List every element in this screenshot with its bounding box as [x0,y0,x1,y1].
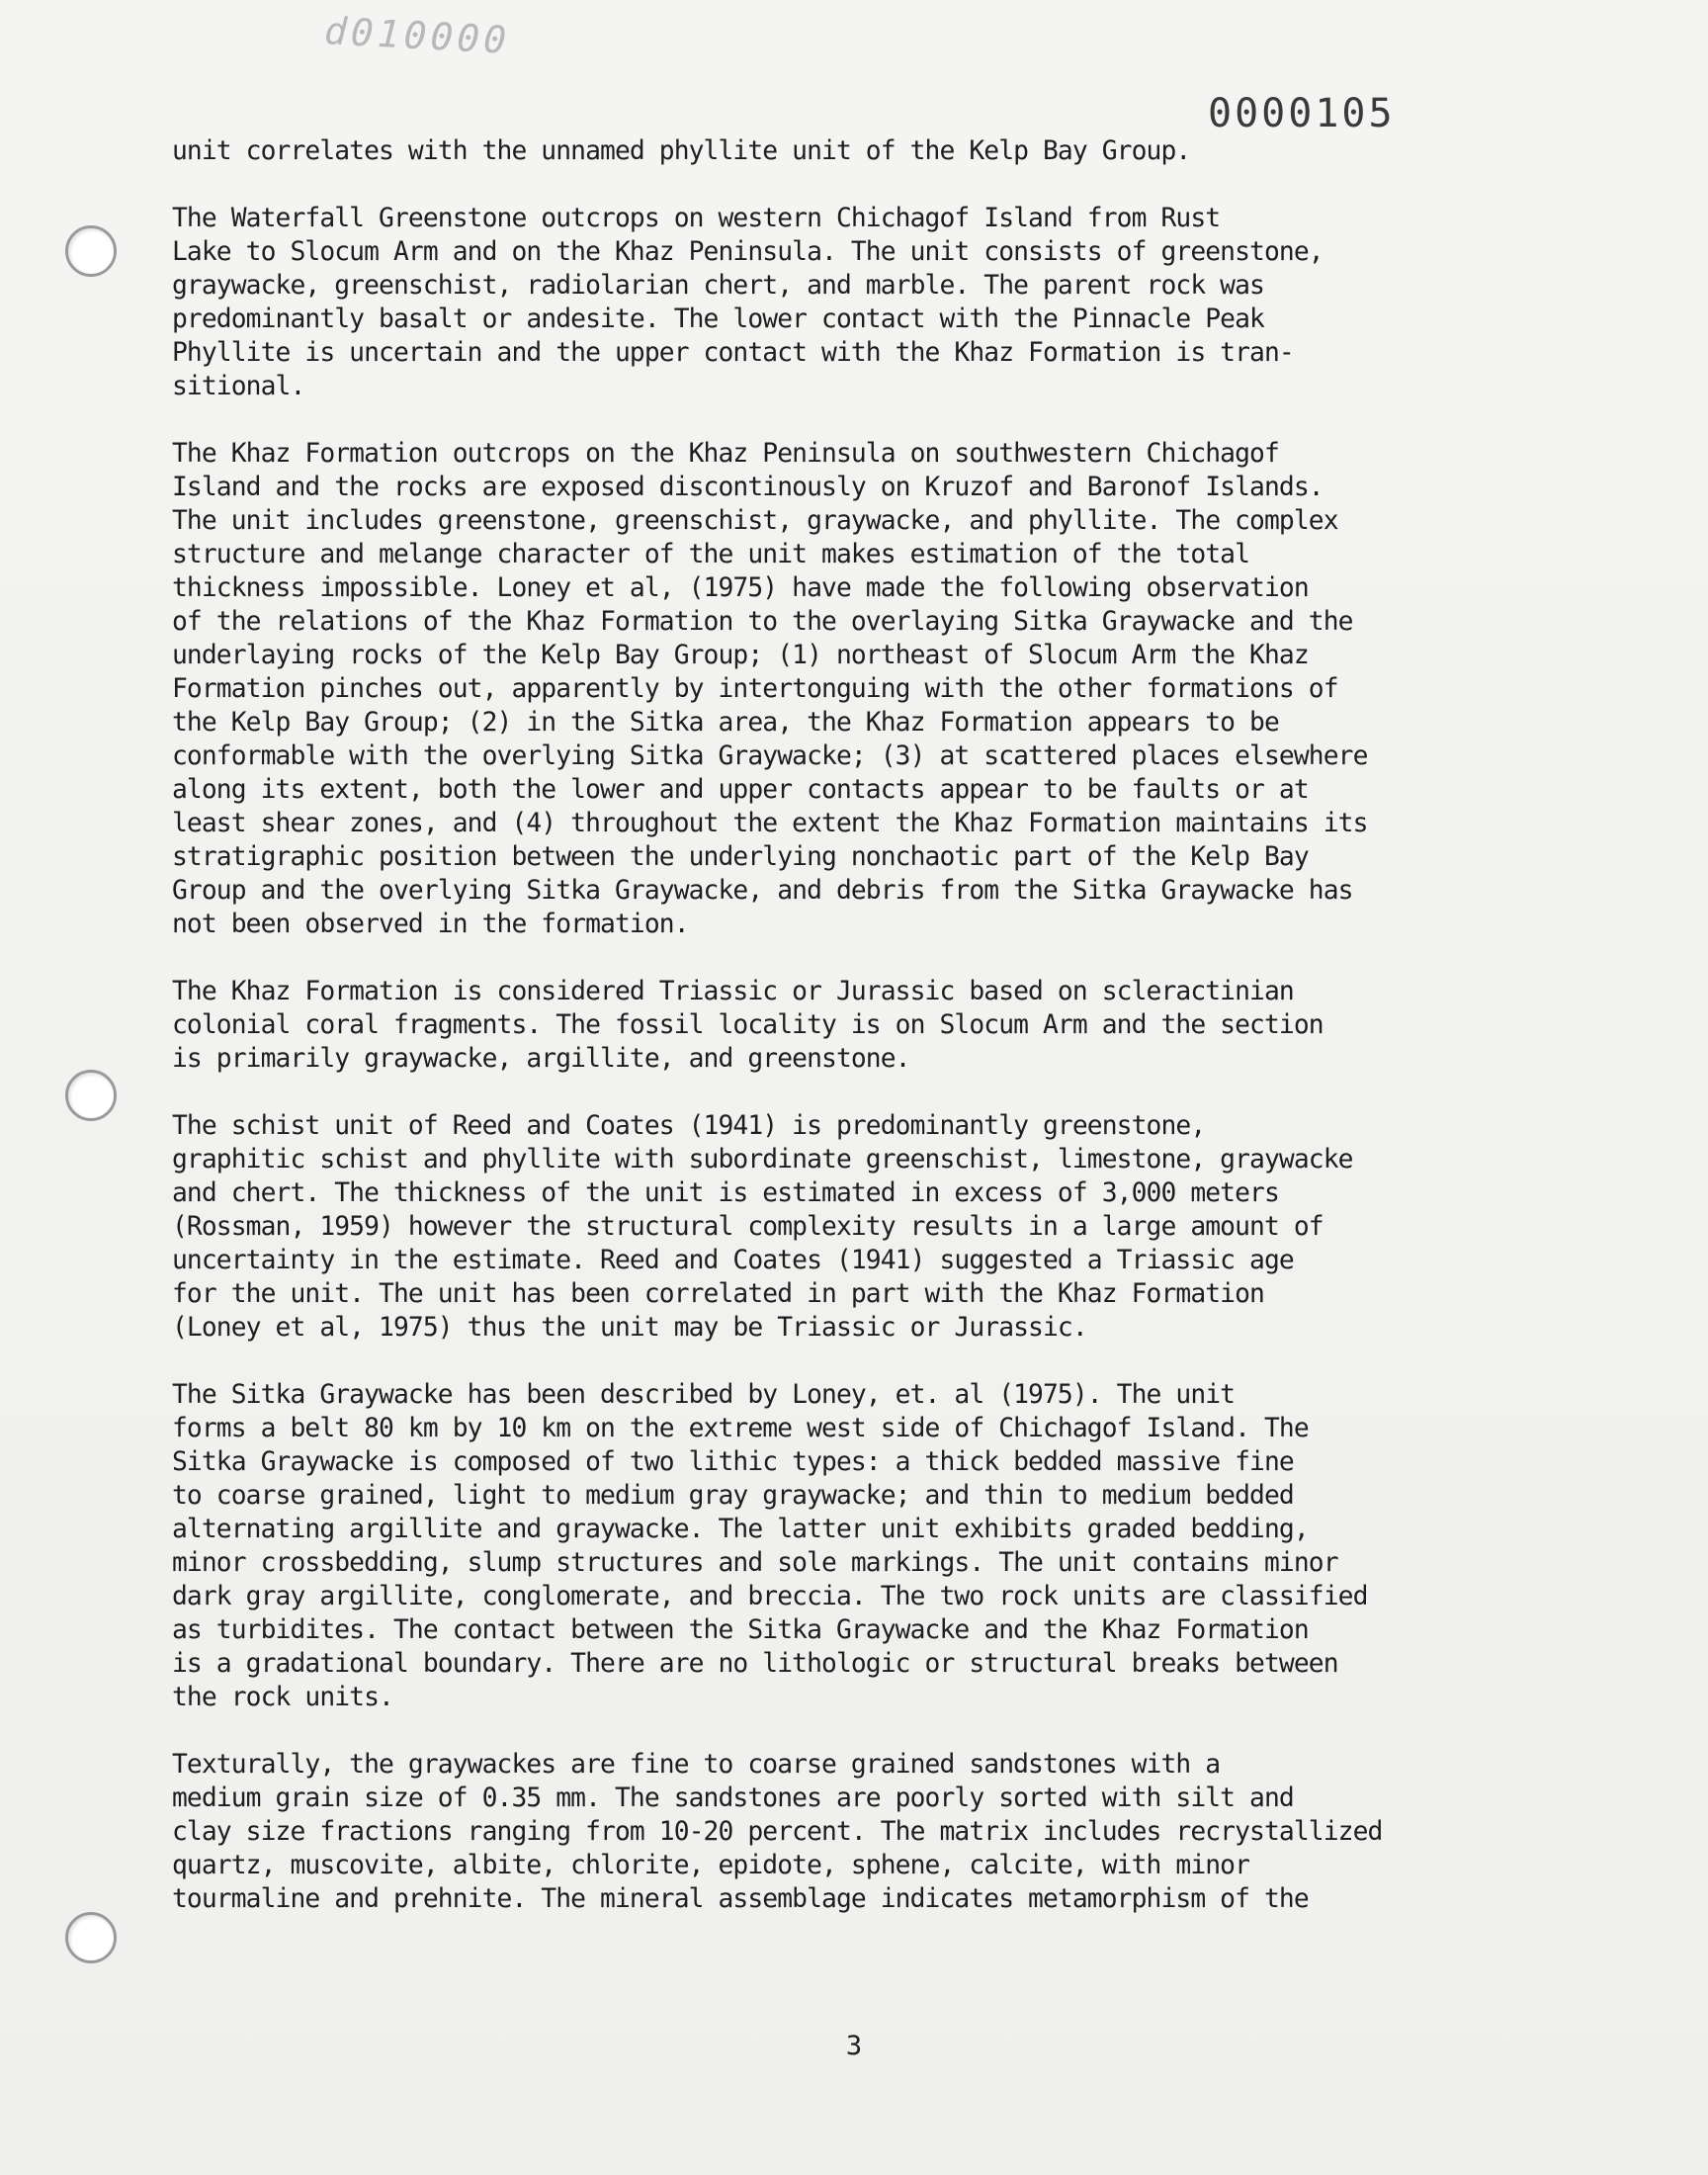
punch-hole [65,225,117,277]
page-number: 3 [845,2031,863,2061]
paragraph-khaz-formation: The Khaz Formation outcrops on the Khaz Peninsula on southwestern Chichagof Island and the rocks are exposed discontinously on Kruzof and Baronof Islands. The unit includes greenstone, greenschist, graywacke, and phyllite. The complex structure and melange character of the unit makes estimation of the total thickness impossible. Loney et al, (1975) have made the following observation of the relations of the Khaz Formation to the overlaying Sitka Graywacke and the underlaying rocks of the Kelp Bay Group; (1) northeast of Slocum Arm the Khaz Formation pinches out, apparently by intertonguing with the other formations of the Kelp Bay Group; (2) in the Sitka area, the Khaz Formation appears to be conformable with the overlying Sitka Graywacke; (3) at scattered places elsewhere along its extent, both the lower and upper contacts appear to be faults or at least shear zones, and (4) throughout the extent the Khaz Formation maintains its stratigraphic position between the underlying nonchaotic part of the Kelp Bay Group and the overlying Sitka Graywacke, and debris from the Sitka Graywacke has not been observed in the formation. [172,439,1368,939]
paragraph-continuation: unit correlates with the unnamed phyllite unit of the Kelp Bay Group. [172,136,1191,166]
punch-hole [65,1912,117,1963]
body-text [172,134,1585,1950]
paragraph-sitka-graywacke: The Sitka Graywacke has been described by Loney, et. al (1975). The unit forms a belt 80 km by 10 km on the extreme west side of Chichagof Island. The Sitka Graywacke is composed of two lithic types: a thick bedded massive fine to coarse grained, light to medium gray graywacke; and thin to medium bedded alternating argillite and graywacke. The latter unit exhibits graded bedding, minor crossbedding, slump structures and sole markings. The unit contains minor dark gray argillite, conglomerate, and breccia. The two rock units are classified as turbidites. The contact between the Sitka Graywacke and the Khaz Formation is a gradational boundary. There are no lithologic or structural breaks between the rock units. [172,1380,1368,1712]
page-id-stamp: 0000105 [1208,91,1396,136]
paragraph-schist-unit: The schist unit of Reed and Coates (1941) is predominantly greenstone, graphitic schist and phyllite with subordinate greenschist, limestone, graywacke and chert. The thickness of the unit is estimated in excess of 3,000 meters (Rossman, 1959) however the structural complexity results in a large amount of uncertainty in the estimate. Reed and Coates (1941) suggested a Triassic age for the unit. The unit has been correlated in part with the Khaz Formation (Loney et al, 1975) thus the unit may be Triassic or Jurassic. [172,1111,1353,1343]
punch-hole [65,1070,117,1121]
faint-stamp-number: d010000 [322,9,512,62]
paragraph-khaz-age: The Khaz Formation is considered Triassic or Jurassic based on scleractinian colonial coral fragments. The fossil locality is on Slocum Arm and the section is primarily graywacke, argillite, and greenstone. [172,977,1324,1074]
paragraph-texture: Texturally, the graywackes are fine to coarse grained sandstones with a medium grain size of 0.35 mm. The sandstones are poorly sorted with silt and clay size fractions ranging from 10-20 percent. The matrix includes recrystallized quartz, muscovite, albite, chlorite, epidote, sphene, calcite, with minor tourmaline and prehnite. The mineral assemblage indicates metamorphism of the [172,1750,1383,1914]
paragraph-waterfall-greenstone: The Waterfall Greenstone outcrops on western Chichagof Island from Rust Lake to Slocum Arm and on the Khaz Peninsula. The unit consists of greenstone, graywacke, greenschist, radiolarian chert, and marble. The parent rock was predominantly basalt or andesite. The lower contact with the Pinnacle Peak Phyllite is uncertain and the upper contact with the Khaz Formation is tran- sitional. [172,204,1324,401]
